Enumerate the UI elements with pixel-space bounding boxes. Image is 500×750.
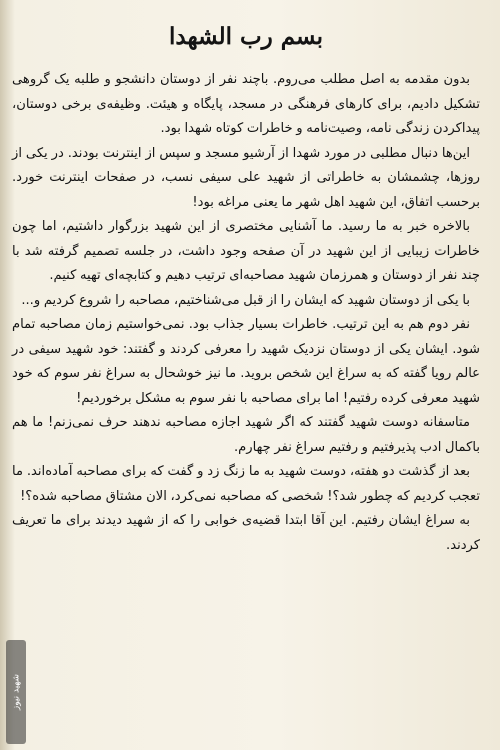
paragraph-5: نفر دوم هم به این ترتیب. خاطرات بسیار جذاب بود. نمی‌خواستیم زمان مصاحبه تمام شود. ایشان یکی از دوستان نزدیک شهید را معرفی کردند و گفتند: خود شهید سیفی در عالم رویا گفته که به سراغ این شخص بروید. ما نیز خوشحال به سراغ نفر سوم که خود شهید معرفی کرده رفتیم! اما برای مصاحبه با نفر سوم به مشکل برخوردیم!: [12, 317, 480, 406]
paragraph-8: به سراغ ایشان رفتیم. این آقا ابتدا قضیه‌ی خوابی را که از شهید دیدند برای ما تعریف کردند.: [12, 513, 480, 553]
paragraph-2: این‌ها دنبال مطلبی در مورد شهدا از آرشیو مسجد و سپس از اینترنت بودند. در یکی از روزها، چشمشان به خاطراتی از شهید علی سیفی نسب، در صفحات اینترنت خورد. برحسب اتفاق، این شهید اهل شهر ما یعنی مراغه بود!: [12, 145, 480, 210]
svg-text:شهید نیوز: شهید نیوز: [11, 673, 22, 711]
paragraph-4: با یکی از دوستان شهید که ایشان را از قبل می‌شناختیم، مصاحبه را شروع کردیم و...: [21, 292, 470, 308]
paragraph-1: بدون مقدمه به اصل مطلب می‌روم. باچند نفر از دوستان دانشجو و طلبه یک گروهی تشکیل دادیم، برای کارهای فرهنگی در مسجد، پایگاه و هیئت. وظیفه‌ی برخی دوستان، پیداکردن زندگی نامه، وصیت‌نامه و خاطرات کوتاه شهدا بود.: [12, 72, 480, 136]
paragraph-6: متاسفانه دوست شهید گفتند که اگر شهید اجازه مصاحبه ندهند حرف نمی‌زنم! ما هم باکمال ادب پذیرفتیم و رفتیم سراغ نفر چهارم.: [12, 415, 480, 455]
page-body: [12, 68, 480, 558]
watermark-logo: [2, 640, 30, 744]
paragraph-7: بعد از گذشت دو هفته، دوست شهید به ما زنگ زد و گفت که برای مصاحبه آماده‌اند. ما تعجب کردیم که چطور شد؟! شخصی که مصاحبه نمی‌کرد، الان مشتاق مصاحبه شده؟!: [12, 464, 480, 504]
paragraph-3: بالاخره خبر به ما رسید. ما آشنایی مختصری از این شهید بزرگوار داشتیم، اما چون خاطرات زیبایی از این شهید در آن صفحه وجود داشت، در جلسه تصمیم گرفته شد با چند نفر از دوستان و همرزمان شهید مصاحبه‌ای ترتیب دهیم و کتابچه‌ای تهیه کنیم.: [12, 219, 480, 283]
page-heading: بسم رب الشهدا: [169, 23, 323, 50]
